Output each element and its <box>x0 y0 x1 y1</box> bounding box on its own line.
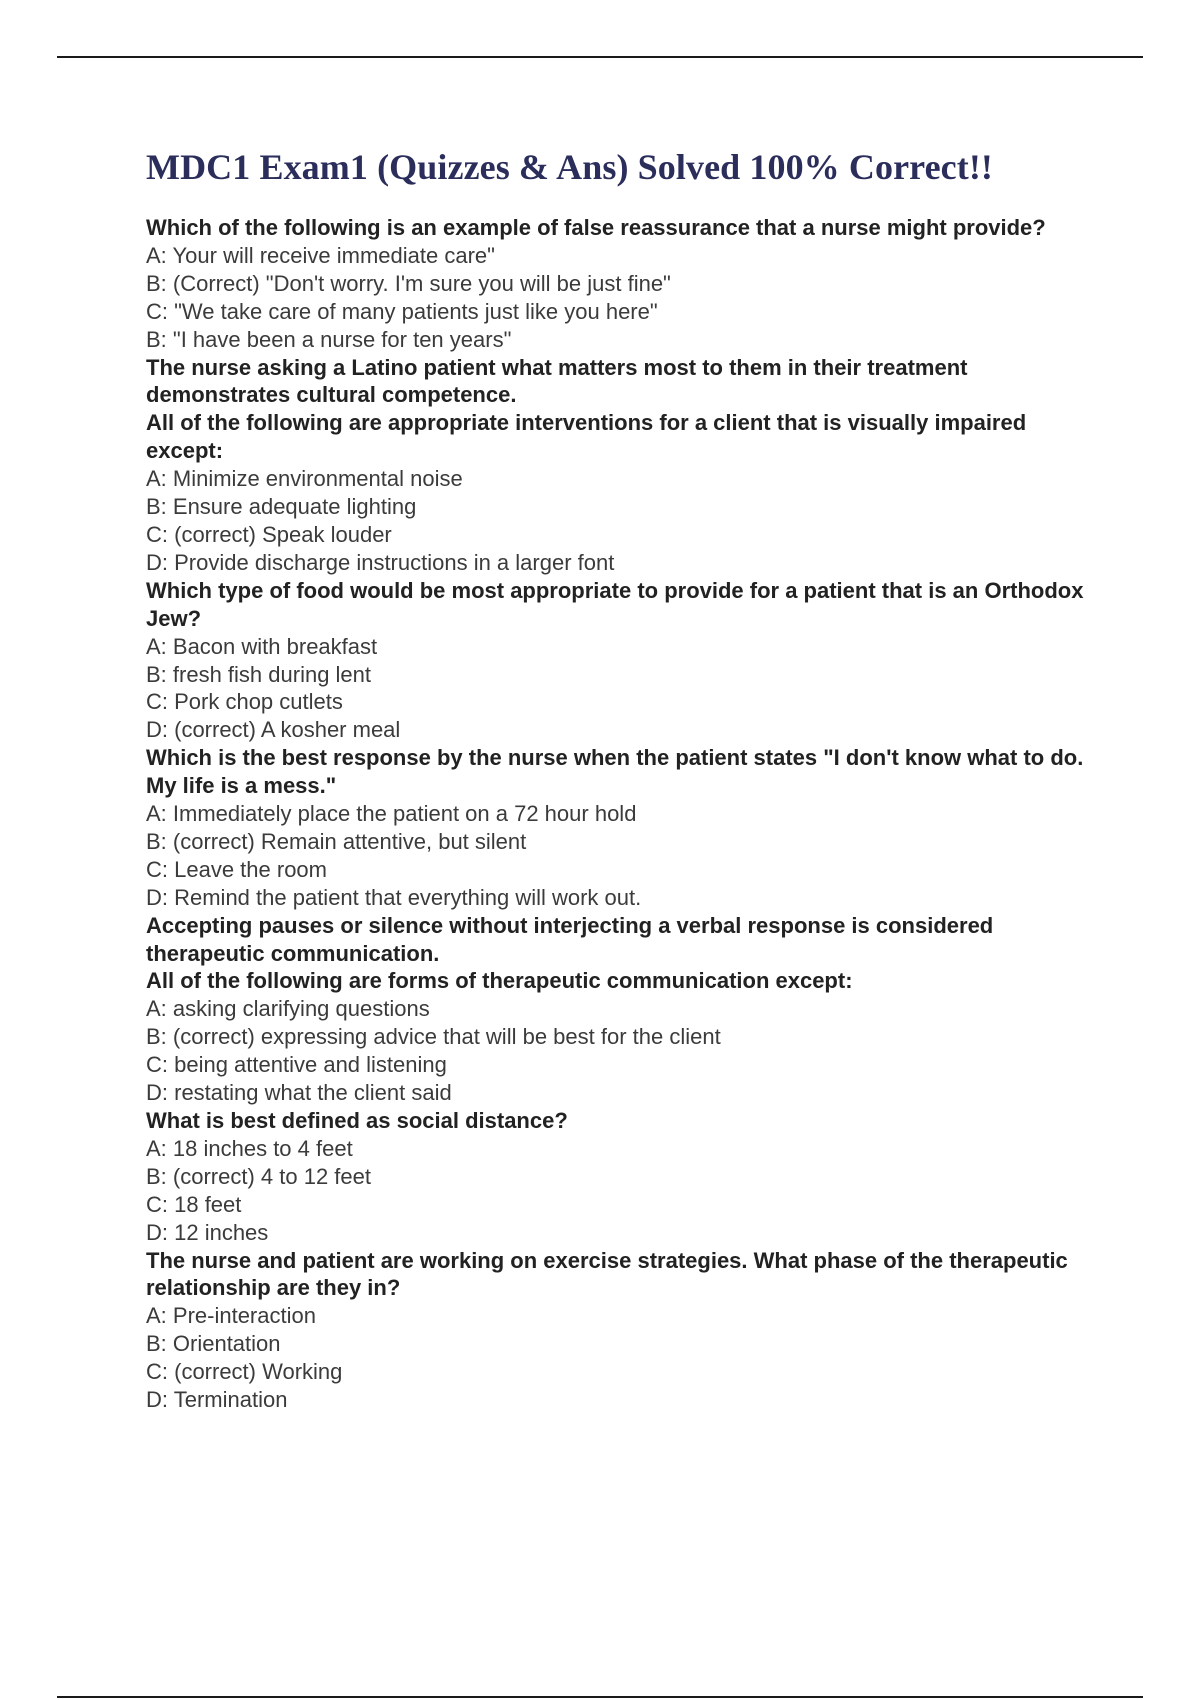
answer-option: B: fresh fish during lent <box>146 661 372 687</box>
answer-option: B: (Correct) "Don't worry. I'm sure you will be just fine" <box>146 270 671 296</box>
question-block <box>146 577 1086 744</box>
answer-option: A: Your will receive immediate care" <box>146 242 495 268</box>
question-block <box>146 214 1086 354</box>
answer-option: D: Termination <box>146 1387 288 1413</box>
question-text: The nurse asking a Latino patient what matters most to them in their treatment demonstrates cultural competence. <box>146 354 968 408</box>
question-text: Which type of food would be most appropriate to provide for a patient that is an Orthodox Jew? <box>146 577 1084 631</box>
answer-option: D: (correct) A kosher meal <box>146 717 401 743</box>
answer-option: A: Pre-interaction <box>146 1303 316 1329</box>
question-block <box>146 912 1086 968</box>
answer-option: D: 12 inches <box>146 1219 269 1245</box>
question-block <box>146 1247 1086 1414</box>
question-block <box>146 967 1086 1107</box>
answer-option: B: Orientation <box>146 1331 281 1357</box>
answer-option: C: (correct) Working <box>146 1359 343 1385</box>
answer-option: C: Leave the room <box>146 856 327 882</box>
answer-option: A: Immediately place the patient on a 72 hour hold <box>146 801 637 827</box>
answer-option: B: "I have been a nurse for ten years" <box>146 326 512 352</box>
answer-option: A: 18 inches to 4 feet <box>146 1135 353 1161</box>
footer-rule <box>57 1696 1143 1698</box>
answer-option: B: (correct) expressing advice that will be best for the client <box>146 1024 721 1050</box>
answer-option: C: 18 feet <box>146 1191 242 1217</box>
question-block <box>146 354 1086 410</box>
answer-option: D: Provide discharge instructions in a larger font <box>146 549 615 575</box>
question-list <box>146 214 1086 1414</box>
question-text: All of the following are forms of therapeutic communication except: <box>146 968 853 994</box>
answer-option: C: being attentive and listening <box>146 1052 447 1078</box>
document-title: MDC1 Exam1 (Quizzes & Ans) Solved 100% Correct!! <box>146 147 994 187</box>
document-content <box>146 140 1086 1414</box>
answer-option: A: Minimize environmental noise <box>146 466 463 492</box>
question-text: All of the following are appropriate interventions for a client that is visually impaired except: <box>146 410 1027 464</box>
answer-option: D: restating what the client said <box>146 1080 452 1106</box>
question-block <box>146 409 1086 576</box>
question-text: What is best defined as social distance? <box>146 1108 568 1133</box>
question-text: Which is the best response by the nurse when the patient states "I don't know what to do. My life is a mess." <box>146 745 1084 799</box>
answer-option: B: (correct) Remain attentive, but silent <box>146 828 527 854</box>
question-block <box>146 1107 1086 1247</box>
question-block <box>146 744 1086 911</box>
answer-option: A: Bacon with breakfast <box>146 633 378 659</box>
answer-option: B: Ensure adequate lighting <box>146 494 417 520</box>
answer-option: A: asking clarifying questions <box>146 996 430 1022</box>
answer-option: C: "We take care of many patients just like you here" <box>146 298 658 324</box>
question-text: Accepting pauses or silence without interjecting a verbal response is considered therapeutic communication. <box>146 912 994 966</box>
answer-option: B: (correct) 4 to 12 feet <box>146 1163 371 1189</box>
question-text: Which of the following is an example of false reassurance that a nurse might provide? <box>146 215 1046 240</box>
answer-option: C: (correct) Speak louder <box>146 521 392 547</box>
answer-option: C: Pork chop cutlets <box>146 689 343 715</box>
header-rule <box>57 56 1143 58</box>
answer-option: D: Remind the patient that everything will work out. <box>146 884 642 910</box>
question-text: The nurse and patient are working on exercise strategies. What phase of the therapeutic relationship are they in? <box>146 1247 1068 1301</box>
